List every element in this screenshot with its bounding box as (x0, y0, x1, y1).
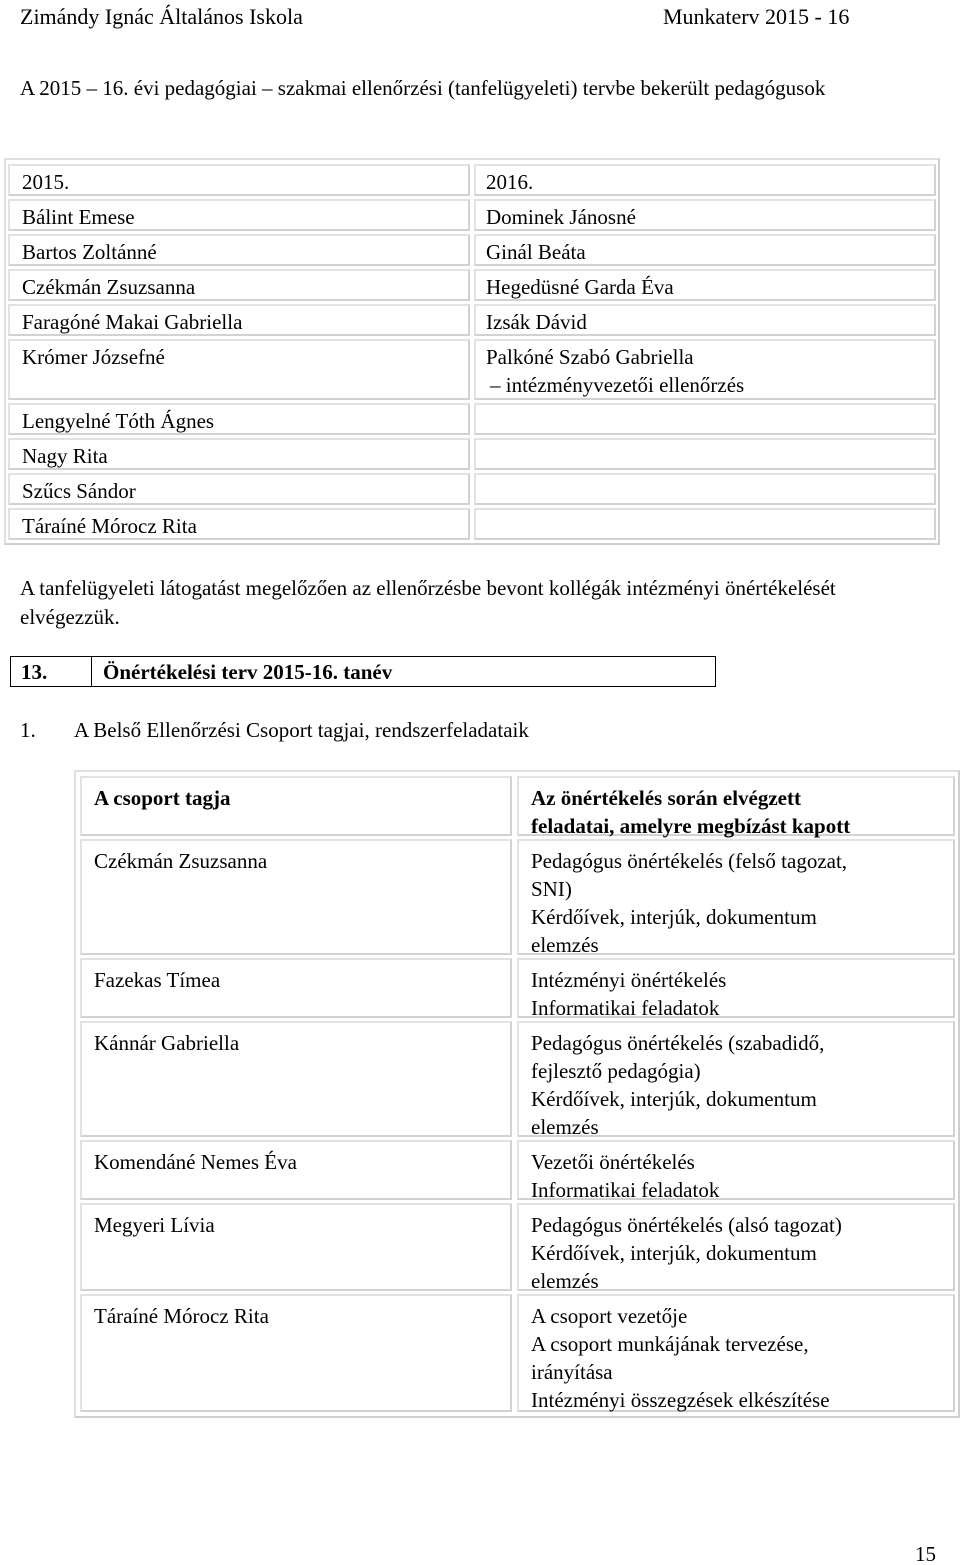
group-header-member: A csoport tagja (80, 776, 512, 836)
inspection-cell: Czékmán Zsuzsanna (8, 269, 470, 301)
inspection-cell-name: Palkóné Szabó Gabriella (486, 345, 694, 369)
inspection-cell-empty (474, 508, 936, 540)
group-table (74, 770, 960, 1418)
inspection-cell-with-note (474, 339, 936, 400)
inspection-cell-empty (474, 438, 936, 470)
section-divider (91, 657, 92, 686)
subsection-number: 1. (20, 718, 36, 742)
group-member-cell: Táraíné Mórocz Rita (80, 1294, 512, 1412)
group-tasks-cell: Intézményi önértékelés Informatikai feladatok (517, 958, 955, 1018)
inspection-cell: Ginál Beáta (474, 234, 936, 266)
group-member-cell: Komendáné Nemes Éva (80, 1140, 512, 1200)
group-tasks-cell: A csoport vezetője A csoport munkájának tervezése, irányítása Intézményi összegzések elkészítése (517, 1294, 955, 1412)
inspection-cell: Bálint Emese (8, 199, 470, 231)
header-school-name: Zimándy Ignác Általános Iskola (20, 4, 303, 29)
inspection-cell: Faragóné Makai Gabriella (8, 304, 470, 336)
group-tasks-cell: Vezetői önértékelés Informatikai feladatok (517, 1140, 955, 1200)
inspection-cell-note: – intézményvezetői ellenőrzés (490, 373, 745, 397)
header-plan-title: Munkaterv 2015 - 16 (663, 4, 850, 29)
inspection-cell: Táraíné Mórocz Rita (8, 508, 470, 540)
group-tasks-cell: Pedagógus önértékelés (szabadidő, fejlesztő pedagógia) Kérdőívek, interjúk, dokumentum elemzés (517, 1021, 955, 1137)
inspection-cell: Lengyelné Tóth Ágnes (8, 403, 470, 435)
subsection-title: A Belső Ellenőrzési Csoport tagjai, rendszerfeladataik (74, 718, 529, 742)
inspection-col1-header: 2015. (8, 164, 470, 196)
page-number: 15 (915, 1542, 936, 1565)
section-title: Önértékelési terv 2015-16. tanév (103, 660, 393, 684)
inspection-cell-empty (474, 473, 936, 505)
intro-text: A 2015 – 16. évi pedagógiai – szakmai ellenőrzési (tanfelügyeleti) tervbe bekerült pedagógusok (20, 76, 826, 100)
section-heading-box (10, 656, 716, 687)
group-tasks-cell: Pedagógus önértékelés (alsó tagozat) Kérdőívek, interjúk, dokumentum elemzés (517, 1203, 955, 1291)
group-member-cell: Fazekas Tímea (80, 958, 512, 1018)
inspection-table (4, 158, 940, 545)
group-tasks-cell: Pedagógus önértékelés (felső tagozat, SNI) Kérdőívek, interjúk, dokumentum elemzés (517, 839, 955, 955)
inspection-cell: Bartos Zoltánné (8, 234, 470, 266)
visit-paragraph: A tanfelügyeleti látogatást megelőzően az ellenőrzésbe bevont kollégák intézményi önértékelését elvégezzük. (20, 576, 836, 629)
group-member-cell: Czékmán Zsuzsanna (80, 839, 512, 955)
inspection-col2-header: 2016. (474, 164, 936, 196)
section-number: 13. (21, 660, 48, 684)
inspection-cell: Szűcs Sándor (8, 473, 470, 505)
inspection-cell: Krómer Józsefné (8, 339, 470, 400)
inspection-cell-empty (474, 403, 936, 435)
group-member-cell: Megyeri Lívia (80, 1203, 512, 1291)
inspection-cell: Nagy Rita (8, 438, 470, 470)
inspection-cell: Izsák Dávid (474, 304, 936, 336)
inspection-cell: Hegedüsné Garda Éva (474, 269, 936, 301)
group-header-tasks: Az önértékelés során elvégzett feladatai, amelyre megbízást kapott (517, 776, 955, 836)
group-member-cell: Kánnár Gabriella (80, 1021, 512, 1137)
inspection-cell: Dominek Jánosné (474, 199, 936, 231)
